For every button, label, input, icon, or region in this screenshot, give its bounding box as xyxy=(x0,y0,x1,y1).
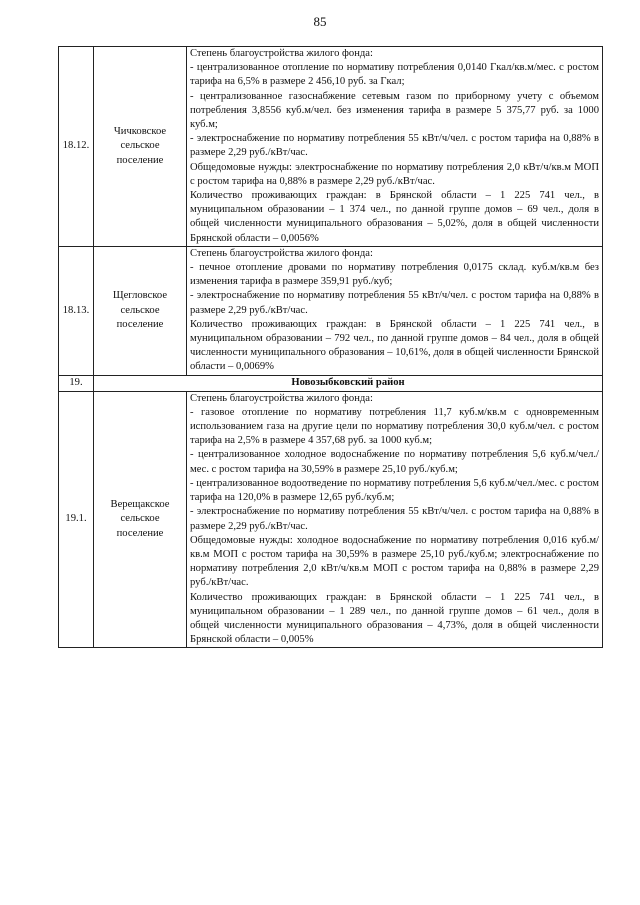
settlement-name-line: поселение xyxy=(116,154,164,166)
settlement-description xyxy=(187,391,603,648)
description-line: Общедомовые нужды: электроснабжение по нормативу потребления 2,0 кВт/ч/кв.м МОП с ростом тарифа на 0,88% в размере 2,29 руб./кВт/час. xyxy=(190,161,599,187)
settlement-name-line: сельское xyxy=(120,304,160,316)
district-title: Новозыбковский район xyxy=(94,375,603,391)
settlement-name-line: Щегловское xyxy=(112,290,168,302)
description-line: - электроснабжение по нормативу потребления 55 кВт/ч/чел. с ростом тарифа на 0,88% в размере 2,29 руб./кВт/час. xyxy=(190,133,599,159)
description-line: Степень благоустройства жилого фонда: xyxy=(190,48,373,59)
description-line: - централизованное холодное водоснабжение по нормативу потребления 5,6 куб.м/чел./мес. с ростом тарифа на 30,59% в размере 25,10 руб./куб.м; xyxy=(190,449,599,475)
settlement-table xyxy=(58,46,603,648)
settlement-name-line: поселение xyxy=(116,318,164,330)
description-line: Степень благоустройства жилого фонда: xyxy=(190,392,373,404)
settlement-name-line: Чичковское xyxy=(113,126,167,138)
settlement-name xyxy=(94,47,187,247)
settlement-name-line: поселение xyxy=(116,527,164,539)
row-number: 18.13. xyxy=(59,246,94,375)
settlement-description xyxy=(187,246,603,375)
table-row xyxy=(59,47,603,247)
description-line: Общедомовые нужды: холодное водоснабжение по нормативу потребления 0,016 куб.м/кв.м МОП с ростом тарифа на 30,59% в размере 25,10 руб./куб.м; электроснабжение по нормативу потребления 2,0 кВт/ч/кв.м МОП с ростом тарифа на 0,88% в размере 2,29 руб./кВт/час. xyxy=(190,534,599,589)
description-line: - электроснабжение по нормативу потребления 55 кВт/ч/чел. с ростом тарифа на 0,88% в размере 2,29 руб./кВт/час. xyxy=(190,506,599,532)
description-line: - централизованное газоснабжение сетевым газом по приборному учету с объемом потребления 3,8556 куб.м/чел. без изменения тарифа в размере 5 375,77 руб. за 1000 куб.м; xyxy=(190,90,599,131)
settlement-name xyxy=(94,391,187,648)
settlement-name-line: Верещакское xyxy=(110,499,170,511)
settlement-name xyxy=(94,246,187,375)
description-line: - газовое отопление по нормативу потребления 11,7 куб.м/кв.м с одновременным использованием газа на другие цели по нормативу потребления 30,0 куб.м/чел. с ростом тарифа на 2,5% в размере 4 357,68 руб. за 1000 куб.м; xyxy=(190,406,599,447)
district-row xyxy=(59,375,603,391)
row-number: 18.12. xyxy=(59,47,94,247)
description-line: - печное отопление дровами по нормативу потребления 0,0175 склад. куб.м/кв.м без изменения тарифа в размере 359,91 руб./куб; xyxy=(190,262,599,288)
row-number: 19.1. xyxy=(59,391,94,648)
table-row xyxy=(59,246,603,375)
description-line: Количество проживающих граждан: в Брянской области – 1 225 741 чел., в муниципальном образовании – 792 чел., по данной группе домов – 84 чел., доля в общей численности муниципального образования – 10,61%, доля в общей численности Брянской области – 0,0069% xyxy=(190,318,599,373)
district-number: 19. xyxy=(59,375,94,391)
description-line: Степень благоустройства жилого фонда: xyxy=(190,247,373,259)
description-line: Количество проживающих граждан: в Брянской области – 1 225 741 чел., в муниципальном образовании – 1 289 чел., по данной группе домов – 61 чел., доля в общей численности муниципального образования – 4,73%, доля в общей численности Брянской области – 0,005% xyxy=(190,591,599,646)
description-line: - централизованное отопление по нормативу потребления 0,0140 Гкал/кв.м/мес. с ростом тарифа на 6,5% в размере 2 456,10 руб. за Гкал; xyxy=(190,62,599,88)
table-row xyxy=(59,391,603,648)
settlement-description xyxy=(187,47,603,247)
description-line: - электроснабжение по нормативу потребления 55 кВт/ч/чел. с ростом тарифа на 0,88% в размере 2,29 руб./кВт/час. xyxy=(190,290,599,316)
settlement-name-line: сельское xyxy=(120,513,160,525)
description-line: Количество проживающих граждан: в Брянской области – 1 225 741 чел., в муниципальном образовании – 1 374 чел., по данной группе домов – 69 чел., доля в общей численности муниципального образования – 5,02%, доля в общей численности Брянской области – 0,0056% xyxy=(190,190,599,244)
page-number: 85 xyxy=(313,14,327,29)
description-line: - централизованное водоотведение по нормативу потребления 5,6 куб.м/чел./мес. с ростом тарифа на 120,0% в размере 12,65 руб./куб.м; xyxy=(190,477,599,504)
settlement-name-line: сельское xyxy=(120,140,160,152)
